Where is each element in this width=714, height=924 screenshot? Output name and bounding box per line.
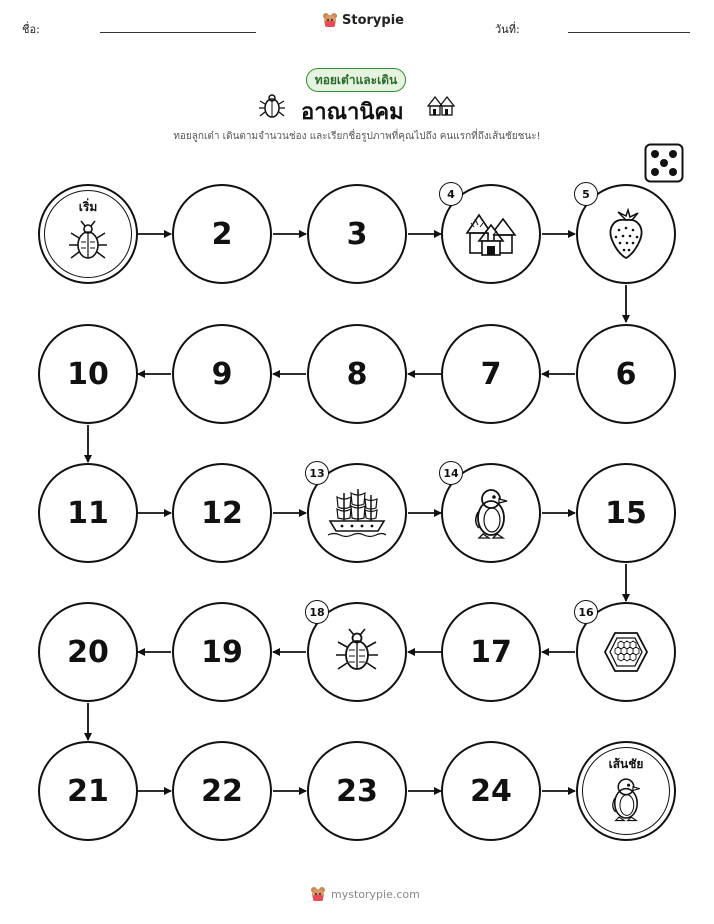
board-cell[interactable]	[441, 463, 541, 563]
board-cell[interactable]	[441, 741, 541, 841]
board-cell[interactable]	[576, 184, 676, 284]
strawberry-icon	[606, 208, 646, 260]
bear-logo-icon	[310, 886, 326, 902]
board-cell[interactable]	[307, 602, 407, 702]
cell-number-tag: 13	[305, 461, 329, 485]
cell-number: 17	[470, 634, 512, 670]
cell-number: 9	[211, 356, 233, 392]
cell-number: 21	[67, 773, 109, 809]
cell-number: 8	[346, 356, 368, 392]
finish-label: เส้นชัย	[608, 757, 644, 771]
cell-number: 19	[201, 634, 243, 670]
start-label: เริ่ม	[78, 200, 98, 214]
cell-number-tag: 14	[439, 461, 463, 485]
board-cell[interactable]	[172, 463, 272, 563]
cell-number: 6	[615, 356, 637, 392]
footer	[310, 886, 420, 902]
board-cell[interactable]	[172, 324, 272, 424]
start-cell[interactable]	[38, 184, 138, 284]
beetle-icon	[333, 628, 381, 676]
board-cell[interactable]	[576, 463, 676, 563]
board-cell[interactable]	[38, 602, 138, 702]
cell-number-tag: 5	[574, 182, 598, 206]
board-cell[interactable]	[307, 184, 407, 284]
cell-number: 24	[470, 773, 512, 809]
game-type-badge: ทอยเต๋าและเดิน	[306, 68, 406, 92]
date-label: วันที่:	[495, 23, 520, 36]
cell-number: 23	[336, 773, 378, 809]
cell-number-tag: 18	[305, 600, 329, 624]
cell-number: 7	[480, 356, 502, 392]
cell-number: 11	[67, 495, 109, 531]
page-title: อาณานิคม	[301, 100, 404, 125]
cell-number: 10	[67, 356, 109, 392]
board-cell[interactable]	[172, 184, 272, 284]
cell-number: 12	[201, 495, 243, 531]
finish-cell[interactable]	[576, 741, 676, 841]
board-cell[interactable]	[38, 741, 138, 841]
cell-number-tag: 4	[439, 182, 463, 206]
huts-icon	[463, 211, 519, 257]
instructions: ทอยลูกเต๋า เดินตามจำนวนช่อง และเรียกชื่อรูปภาพที่คุณไปถึง คนแรกที่ถึงเส้นชัยชนะ!	[173, 131, 541, 142]
cell-number: 22	[201, 773, 243, 809]
board-cell[interactable]	[576, 324, 676, 424]
board-cell[interactable]	[38, 324, 138, 424]
penguin-icon	[607, 775, 645, 823]
board-cell[interactable]	[441, 324, 541, 424]
board-cell[interactable]	[307, 741, 407, 841]
board-cell[interactable]	[307, 463, 407, 563]
cell-number: 3	[346, 216, 368, 252]
board-cell[interactable]	[172, 741, 272, 841]
penguin-icon	[469, 486, 513, 540]
footer-site: mystorypie.com	[331, 887, 420, 901]
cell-number: 2	[211, 216, 233, 252]
board-cell[interactable]	[307, 324, 407, 424]
board-cell[interactable]	[576, 602, 676, 702]
ship-icon	[326, 487, 388, 539]
cell-number: 15	[605, 495, 647, 531]
honeycomb-icon	[603, 631, 649, 673]
cell-number-tag: 16	[574, 600, 598, 624]
board-cell[interactable]	[172, 602, 272, 702]
brand-name: Storypie	[342, 12, 404, 28]
board-cell[interactable]	[441, 184, 541, 284]
board-cell[interactable]	[38, 463, 138, 563]
name-label: ชื่อ:	[22, 23, 40, 36]
beetle-icon	[66, 220, 110, 264]
cell-number: 20	[67, 634, 109, 670]
board-cell[interactable]	[441, 602, 541, 702]
